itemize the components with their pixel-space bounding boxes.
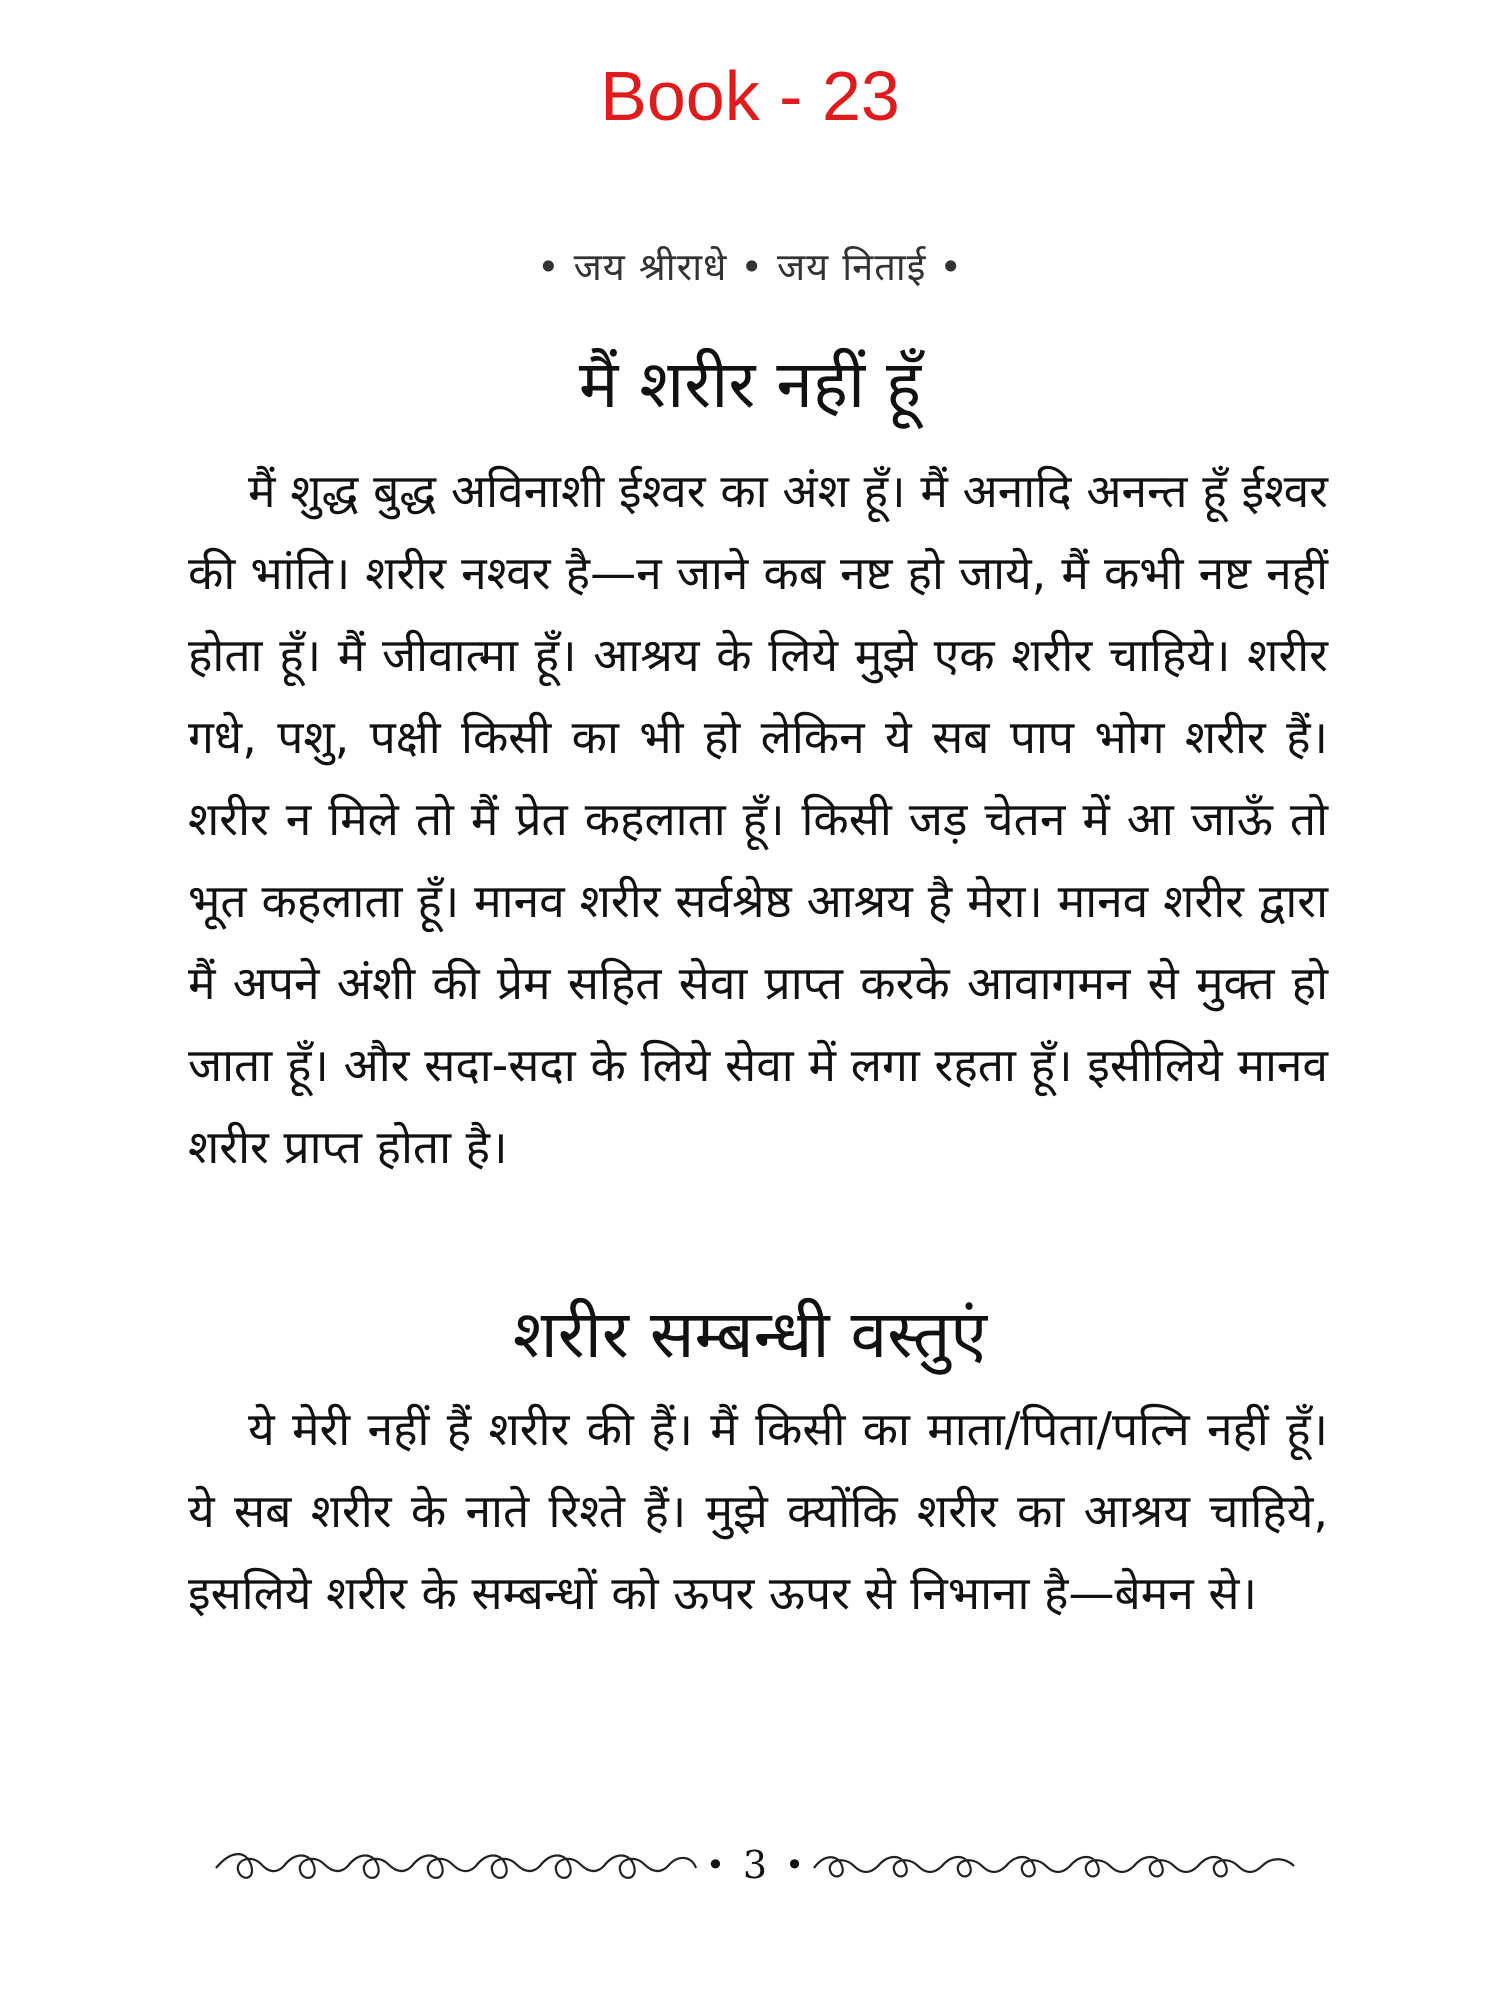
right-ornament-icon [804, 1840, 1304, 1890]
page-number: 3 [742, 1843, 768, 1887]
book-label: Book - 23 [600, 57, 900, 135]
left-ornament-icon [206, 1840, 706, 1890]
footer-bullet-left: • [706, 1846, 725, 1884]
section-heading-1: मैं शरीर नहीं हूँ [578, 346, 922, 423]
section-paragraph-1: मैं शुद्ध बुद्ध अविनाशी ईश्वर का अंश हूँ। मैं अनादि अनन्त हूँ ईश्वर की भांति। शरीर नश्वर है—न जाने कब नष्ट हो जाये, मैं कभी नष्ट नहीं होता हूँ। मैं जीवात्मा हूँ। आश्रय के लिये मुझे एक शरीर चाहिये। शरीर गधे, पशु, पक्षी किसी का भी हो लेकिन ये सब पाप भोग शरीर हैं। शरीर न मिले तो मैं प्रेत कहलाता हूँ। किसी जड़ चेतन में आ जाऊँ तो भूत कहलाता हूँ। मानव शरीर सर्वश्रेष्ठ आश्रय है मेरा। मानव शरीर द्वारा मैं अपने अंशी की प्रेम सहित सेवा प्राप्त करके आवागमन से मुक्त हो जाता हूँ। और सदा-सदा के लिये सेवा में लगा रहता हूँ। इसीलिये मानव शरीर प्राप्त होता है। [188, 464, 1328, 1174]
section-heading-2: शरीर सम्बन्धी वस्तुएं [512, 1296, 988, 1373]
section-paragraph-2: ये मेरी नहीं हैं शरीर की हैं। मैं किसी का माता/पिता/पत्नि नहीं हूँ। ये सब शरीर के नाते रिश्ते हैं। मुझे क्योंकि शरीर का आश्रय चाहिये, इसलिये शरीर के सम्बन्धों को ऊपर ऊपर से निभाना है—बेमन से। [188, 1402, 1328, 1620]
footer-bullet-right: • [785, 1846, 804, 1884]
page-footer [180, 1830, 1330, 1900]
salutation-line: • जय श्रीराधे • जय निताई • [537, 245, 963, 289]
